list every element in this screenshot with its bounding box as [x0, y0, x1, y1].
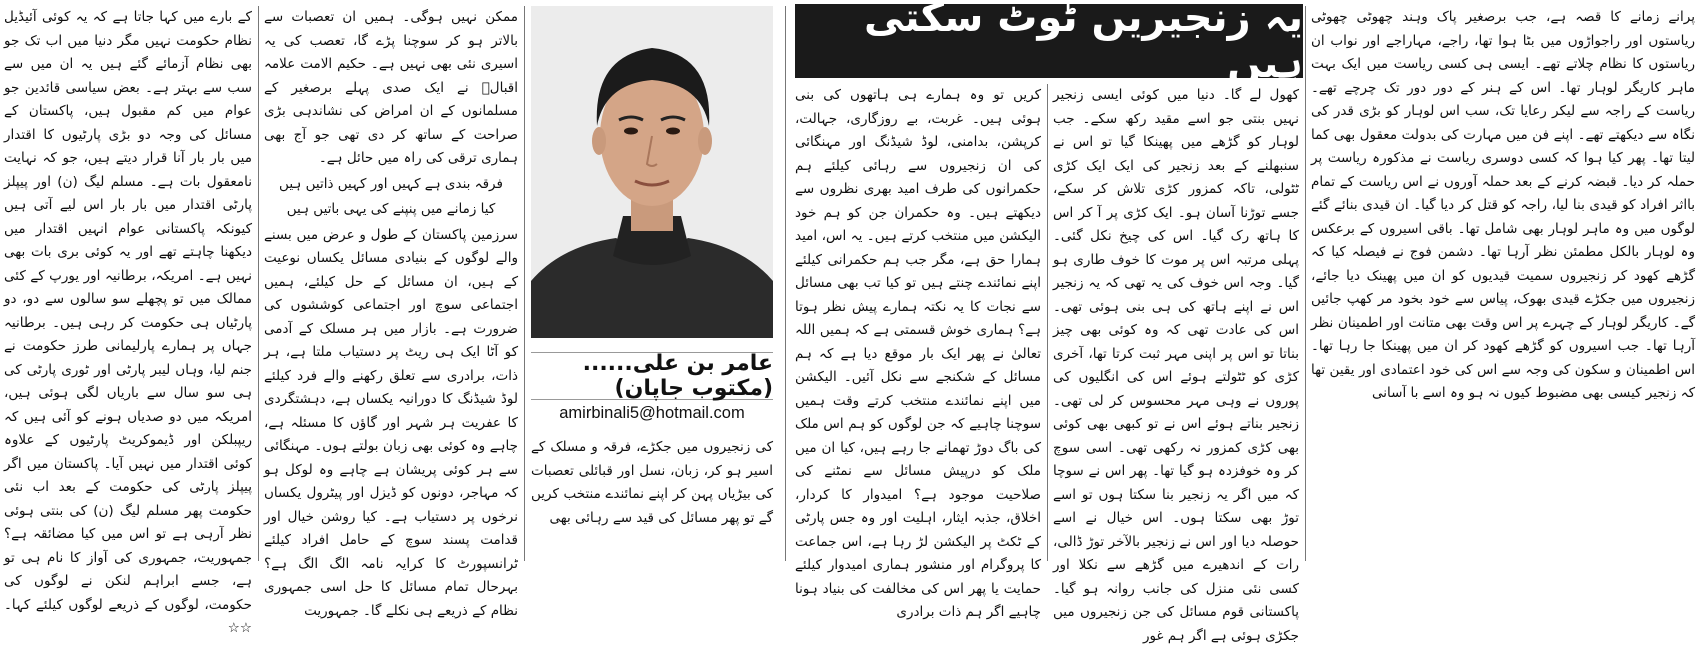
poem-line: کیا زمانے میں پنپنے کی یہی باتیں ہیں — [286, 201, 496, 217]
headline: یہ زنجیریں ٹوٹ سکتی ہیں — [863, 0, 1303, 87]
paragraph: سرزمین پاکستان کے طول و عرض میں بسنے والے لوگوں کے بنیادی مسائل یکساں نوعیت کے ہیں، ان مسائل کے حل کیلئے، ہمیں اجتماعی سوچ اور اجتماعی کوششوں کی ضرورت ہے۔ بازار میں ہر مسلک کے آدمی کو آٹا ایک ہی ریٹ پر دستیاب ملتا ہے، ہر ذات، برادری سے تعلق رکھنے والے فرد کیلئے لوڈ شیڈنگ کا دورانیہ یکساں ہے، دہشتگردی کا عفریت ہر شہر اور گاؤں کا مسئلہ ہے، چاہے وہ کوئی بھی زبان بولتے ہوں۔ مہنگائی سے ہر کوئی پریشان ہے چاہے وہ لوکل ہو کہ مہاجر، دونوں کو ڈیزل اور پیٹرول یکساں نرخوں پر دستیاب ہے۔ کیا روشن خیال اور قدامت پسند سوچ کے حامل افراد کیلئے ٹرانسپورٹ کا کرایہ نامہ الگ الگ ہے؟ بہرحال تمام مسائل کا حل اسی جمہوری نظام کے ذریعے ہی نکلے گا۔ جمہوریت — [264, 226, 518, 619]
paragraph: کے بارے میں کہا جاتا ہے کہ یہ کوئی آئیڈیل نظام حکومت نہیں مگر دنیا میں اب تک جو بھی نظام آزمائے گئے ہیں یہ ان میں سے سب سے بہتر ہے۔ بعض سیاسی قائدین جو عوام میں کم مقبول ہیں، پاکستان کے مسائل کی وجہ دو بڑی پارٹیوں کا اقتدار میں بار بار آنا قرار دیتے ہیں، جو کہ نہایت نامعقول بات ہے۔ مسلم لیگ (ن) اور پیپلز پارٹی اقتدار میں بار بار اس لیے آتی ہیں کیونکہ پاکستانی عوام انہیں اقتدار میں دیکھنا چاہتے تھے اور یہ کوئی بری بات بھی نہیں ہے۔ امریکہ، برطانیہ اور یورپ کے کئی ممالک میں تو پچھلے سو سالوں سے دو، دو پارٹیاں ہی حکومت کر رہی ہیں۔ برطانیہ جہاں پر ہمارے پارلیمانی طرز حکومت نے جنم لیا، وہاں لیبر پارٹی اور ٹوری پارٹی کی ہی سو سال سے باریاں لگی ہوئی ہیں، امریکہ میں دو صدیاں ہونے کو آئی ہیں کہ ریپبلکن اور ڈیموکریٹ پارٹیوں کے علاوہ کوئی اقتدار میں نہیں آیا۔ پاکستان میں اگر پیپلز پارٹی کی حکومت کے بعد اب نئی حکومت پھر مسلم لیگ (ن) کی بنتی ہوئی نظر آرہی ہے تو اس میں کیا مضائقہ ہے؟ جمہوریت، جمہوری کی آواز کا نام ہی تو ہے، جسے ابراہم لنکن نے لوگوں کی حکومت، لوگوں کے ذریعے لوگوں کیلئے کہا۔☆☆ — [4, 9, 252, 636]
author-email[interactable]: amirbinali5@hotmail.com — [559, 404, 745, 422]
column-divider — [785, 6, 786, 561]
author-byline: عامر بن علی......(مکتوب جاپان) — [531, 352, 773, 400]
headline-banner — [795, 0, 1303, 87]
article-column-4 — [531, 436, 773, 561]
column-divider — [1047, 84, 1048, 561]
article-column-6 — [4, 6, 252, 636]
author-photo — [531, 6, 773, 338]
paragraph: کریں تو وہ ہمارے ہی ہاتھوں کی بنی ہوئی ہیں۔ غربت، بے روزگاری، جہالت، کرپشن، بدامنی، لوڈ شیڈنگ اور مہنگائی کی ان زنجیروں سے رہائی کیلئے ہم حکمرانوں کی طرف امید بھری نظروں سے دیکھتے ہیں۔ وہ حکمران جن کو ہم خود الیکشن میں منتخب کرتے ہیں۔ یہ اس، امید ہمارا حق ہے، مگر جب ہم حکمرانی کیلئے اپنے نمائندے چنتے ہیں تو کیا تب بھی مسائل سے نجات کا یہ نکتہ ہمارے پیش نظر ہوتا ہے؟ ہماری خوش قسمتی ہے کہ ہمیں اللہ تعالیٰ نے پھر ایک بار موقع دیا ہے کہ ہم مسائل کے شکنجے سے نکل آئیں۔ الیکشن میں اپنے نمائندے منتخب کرتے وقت ہمیں سوچنا چاہیے کہ جن لوگوں کو ہم اس ملک کی باگ دوڑ تھمانے جا رہے ہیں، کیا ان میں ملک کو درپیش مسائل سے نمٹنے کی صلاحیت موجود ہے؟ امیدوار کا کردار، اخلاق، جذبہ ایثار، اہلیت اور وہ جس پارٹی کے ٹکٹ پر الیکشن لڑ رہا ہے، اس جماعت کا پروگرام اور منشور ہماری امیدوار کیلئے حمایت یا پھر اس کی مخالفت کی بنیاد ہونا چاہیے اگر ہم ذات برادری — [795, 87, 1041, 620]
paragraph: پرانے زمانے کا قصہ ہے، جب برصغیر پاک وہند چھوٹی چھوٹی ریاستوں اور راجواڑوں میں بٹا ہوا تھا، راجے، مہاراجے اور نواب ان ریاستوں کا نظام چلاتے تھے۔ ایسی ہی کسی ریاست میں ایک بہت ماہر کاریگر لوہار تھا۔ اس کے ہنر کے دور دور تک چرچے تھے۔ ریاست کے راجہ سے لیکر رعایا تک، سب اس لوہار کو بڑی قدر کی نگاہ سے دیکھتے تھے۔ اپنے فن میں مہارت کی بدولت معقول بھی کما لیتا تھا۔ پھر کیا ہوا کہ کسی دوسری ریاست نے مذکورہ ریاست پر حملہ کر دیا۔ قبضہ کرنے کے بعد حملہ آوروں نے اس ریاست کے تمام بااثر افراد کو قیدی بنا لیا، راجہ کو قتل کر دیا گیا۔ ان قیدی بنائے گئے لوگوں میں وہ ماہر لوہار بھی شامل تھا۔ باقی اسیروں کے برعکس وہ لوہار بالکل مطمئن نظر آرہا تھا۔ دشمن فوج نے فیصلہ کیا کہ گڑھے کھود کر زنجیروں سمیت قیدیوں کو ان میں پھینک دیا جائے، زنجیروں میں جکڑے قیدی بھوک، پیاس سے خود بخود مر کھپ جائیں گے۔ کاریگر لوہار کے چہرے پر اس وقت بھی متانت اور اطمینان نظر آرہا تھا۔ جب اسیروں کو گڑھے کھود کر ان میں پھینکا جا رہا تھا۔ اس اطمینان و سکون کی وجہ سے اس کی خود اعتمادی اور یقین تھا کہ زنجیر کیسی بھی مضبوط کیوں نہ ہو وہ اسے با آسانی — [1311, 9, 1695, 401]
poem-line: فرقہ بندی ہے کہیں اور کہیں ذاتیں ہیں — [279, 175, 503, 192]
column-divider — [258, 6, 259, 561]
author-portrait-icon — [531, 6, 773, 338]
paragraph: کی زنجیروں میں جکڑے، فرقہ و مسلک کے اسیر ہو کر، زبان، نسل اور قبائلی تعصبات کی بیڑیاں پہن کر اپنے نمائندے منتخب کریں گے تو پھر مسائل کی قید سے رہائی بھی — [531, 439, 773, 526]
article-column-3 — [795, 84, 1041, 620]
article-column-5 — [264, 6, 518, 619]
article-column-1 — [1311, 6, 1695, 561]
column-divider — [1305, 6, 1306, 561]
column-divider — [524, 6, 525, 561]
article-column-2 — [1053, 84, 1299, 644]
paragraph: کھول لے گا۔ دنیا میں کوئی ایسی زنجیر نہیں بنتی جو اسے مقید رکھ سکے۔ جب لوہار کو گڑھے میں پھینکا گیا تو اس نے سنبھلنے کے بعد زنجیر کی ایک ایک کڑی ٹٹولی، تاکہ کمزور کڑی تلاش کر سکے، جسے توڑنا آسان ہو۔ ایک کڑی پر آ کر اس کا ہاتھ رک گیا۔ اس کی چیخ نکل گئی۔ پہلی مرتبہ اس پر موت کا خوف طاری ہو گیا۔ وجہ اس خوف کی یہ تھی کہ یہ زنجیر اس نے اپنے ہاتھ کی ہی بنی ہوئی تھی۔ اس کی عادت تھی کہ وہ کوئی بھی چیز بناتا تو اس پر اپنی مہر ثبت کرتا تھا، آخری کڑی کو ٹٹولتے ہوئے اس کی انگلیوں کی پوروں نے وہی مہر محسوس کر لی تھی۔ زنجیر بناتے ہوئے اس نے تو کبھی بھی کوئی بھی کڑی کمزور نہ رکھی تھی۔ اسی سوچ کر وہ خوفزدہ ہو گیا تھا۔ پھر اس نے سوچا کہ میں اگر یہ زنجیر بنا سکتا ہوں تو اسے توڑ بھی سکتا ہوں۔ اس خیال نے اسے حوصلہ دیا اور اس نے زنجیر بالآخر توڑ ڈالی، رات کے اندھیرے میں گڑھے سے نکلا اور کسی نئی منزل کی جانب روانہ ہو گیا۔ پاکستانی قوم مسائل کی جن زنجیروں میں جکڑی ہوئی ہے اگر ہم غور — [1053, 87, 1299, 644]
paragraph: ممکن نہیں ہوگی۔ ہمیں ان تعصبات سے بالاتر ہو کر سوچنا پڑے گا، تعصب کی یہ اسیری نئی بھی نہیں ہے۔ حکیم الامت علامہ اقبالؒ نے ایک صدی پہلے برصغیر کے مسلمانوں کے ان امراض کی نشاندہی بڑی صراحت کے ساتھ کر دی تھی جو آج بھی ہماری ترقی کی راہ میں حائل ہے۔ — [264, 9, 518, 166]
